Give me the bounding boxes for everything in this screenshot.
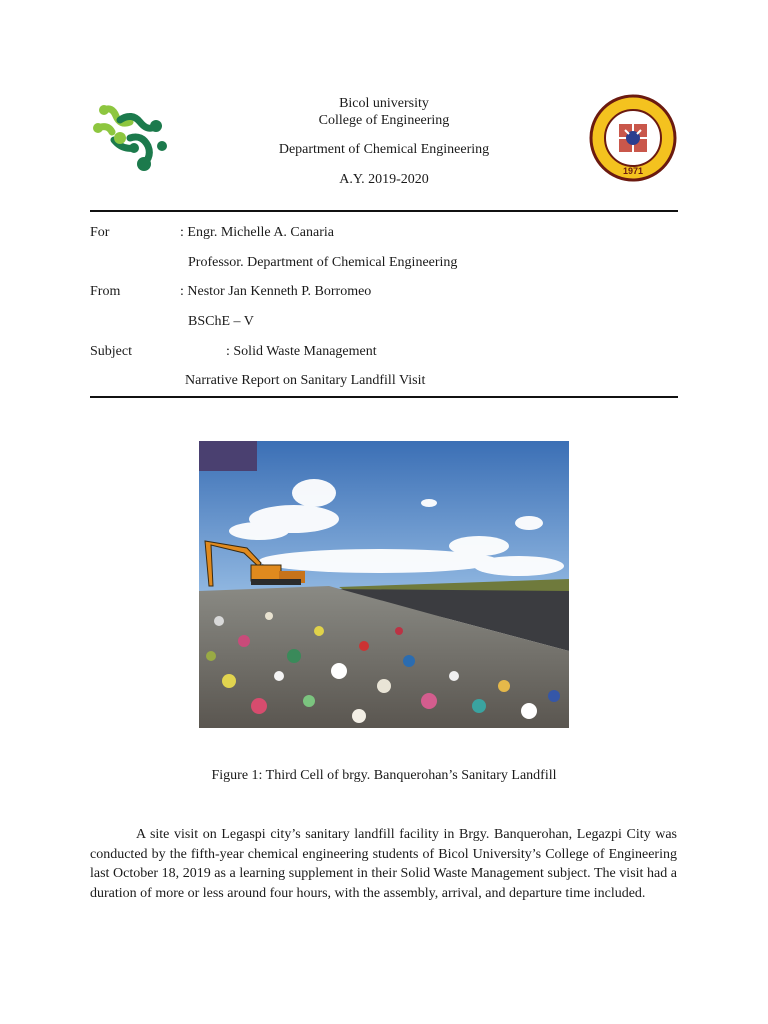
landfill-photo — [199, 441, 569, 728]
university-name: Bicol university — [339, 96, 429, 111]
subject-label: Subject — [90, 344, 132, 359]
college-seal — [589, 94, 677, 182]
for-value: : Engr. Michelle A. Canaria — [180, 225, 334, 240]
top-divider — [90, 210, 678, 212]
landfill-photo-image — [199, 441, 569, 728]
body-paragraph — [90, 825, 677, 903]
college-name: College of Engineering — [318, 113, 450, 128]
seal-year: 1971 — [622, 166, 644, 176]
department-name: Department of Chemical Engineering — [278, 142, 490, 157]
figure-caption: Figure 1: Third Cell of brgy. Banquerohan’s Sanitary Landfill — [211, 768, 557, 783]
molecule-logo-icon — [90, 98, 172, 178]
for-label: For — [90, 225, 110, 240]
academic-year: A.Y. 2019-2020 — [339, 172, 429, 187]
seal-icon — [589, 94, 677, 182]
department-logo — [90, 98, 172, 178]
for-title: Professor. Department of Chemical Engineering — [188, 255, 458, 270]
from-value: : Nestor Jan Kenneth P. Borromeo — [180, 284, 372, 299]
bottom-divider — [90, 396, 678, 398]
subject-detail: Narrative Report on Sanitary Landfill Visit — [185, 373, 426, 388]
from-title: BSChE – V — [188, 314, 254, 329]
body-text: A site visit on Legaspi city’s sanitary landfill facility in Brgy. Banquerohan, Legazpi City was conducted by the fifth-year chemical engineering students of Bicol University’s College of Engineering last October 18, 2019 as a learning supplement in their Solid Waste Management subject. The visit had a duration of more or less around four hours, with the assembly, arrival, and departure time included. — [90, 827, 677, 901]
subject-value: : Solid Waste Management — [226, 344, 377, 359]
from-label: From — [90, 284, 121, 299]
